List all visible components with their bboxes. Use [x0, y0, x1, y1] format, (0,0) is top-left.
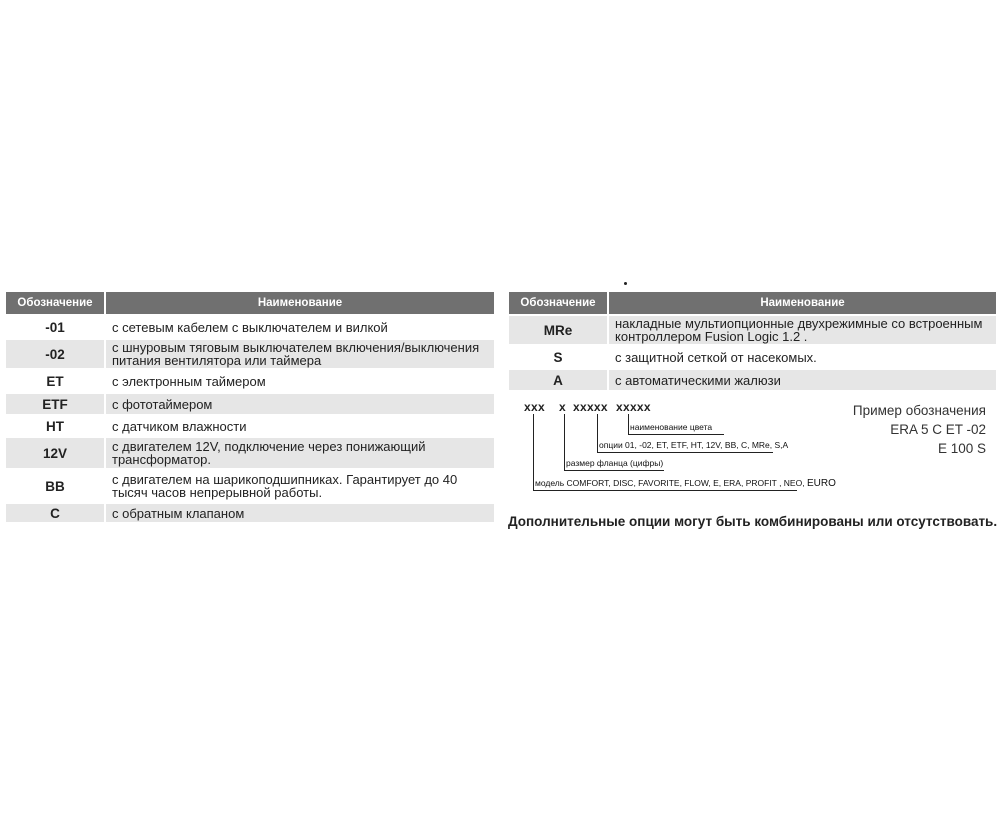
table-row [6, 468, 494, 502]
connector-model [533, 414, 534, 490]
underline-color [628, 434, 724, 435]
example-title: Пример обозначения [852, 403, 986, 418]
option-desc: с датчиком влажности [106, 414, 494, 436]
label-color: наименование цвета [630, 422, 713, 432]
label-options: опции 01, -02, ET, ETF, HT, 12V, BB, C, MRe, S,A [599, 440, 789, 450]
table-row [509, 368, 996, 390]
option-code: S [509, 344, 609, 368]
connector-flange [564, 414, 565, 470]
table-row [6, 392, 494, 414]
code-segment-color: xxxxx [616, 400, 651, 414]
connector-color [628, 414, 629, 434]
table-row [509, 314, 996, 344]
options-table-left [6, 292, 494, 522]
underline-model [533, 490, 797, 491]
example-line: ERA 5 C ET -02 [890, 422, 986, 437]
underline-options [597, 452, 773, 453]
header-designation: Обозначение [509, 292, 609, 314]
option-desc: с электронным таймером [106, 368, 494, 392]
option-code: -02 [6, 338, 106, 368]
designation-example [853, 401, 986, 458]
option-code: A [509, 368, 609, 390]
option-code: -01 [6, 314, 106, 338]
header-name: Наименование [609, 292, 996, 314]
option-desc: накладные мультиопционные двухрежимные со встроенным контроллером Fusion Logic 1.2 . [609, 314, 996, 344]
option-code: 12V [6, 436, 106, 468]
label-flange: размер фланца (цифры) [566, 458, 664, 468]
footnote: Дополнительные опции могут быть комбинированы или отсутствовать. [508, 514, 998, 529]
table-row [6, 314, 494, 338]
label-model-euro: EURO [806, 478, 836, 489]
option-code: HT [6, 414, 106, 436]
designation-code-diagram [520, 396, 836, 496]
example-line: E 100 S [937, 441, 986, 456]
option-code: MRe [509, 314, 609, 344]
option-code: ET [6, 368, 106, 392]
option-desc: с фототаймером [106, 392, 494, 414]
table-row [6, 368, 494, 392]
option-desc: с двигателем 12V, подключение через понижающий трансформатор. [106, 436, 494, 468]
option-desc: с автоматическими жалюзи [609, 368, 996, 390]
table-row [6, 414, 494, 436]
header-name: Наименование [106, 292, 494, 314]
option-code: C [6, 502, 106, 522]
option-code: BB [6, 468, 106, 502]
label-model-list: модель COMFORT, DISC, FAVORITE, FLOW, E, ERA, PROFIT , NEO, [535, 478, 805, 488]
code-segment-flange: x [559, 400, 566, 414]
option-code: ETF [6, 392, 106, 414]
options-table-right [509, 292, 996, 390]
table-row [6, 436, 494, 468]
table-row [6, 502, 494, 522]
stray-dot [624, 282, 627, 285]
table-row [509, 344, 996, 368]
label-model [535, 478, 836, 489]
code-segment-options: xxxxx [573, 400, 608, 414]
code-segment-model: xxx [524, 400, 545, 414]
header-designation: Обозначение [6, 292, 106, 314]
table-row [6, 338, 494, 368]
option-desc: с защитной сеткой от насекомых. [609, 344, 996, 368]
option-desc: с сетевым кабелем с выключателем и вилкой [106, 314, 494, 338]
underline-flange [564, 470, 664, 471]
option-desc: с двигателем на шарикоподшипниках. Гарантирует до 40 тысяч часов непрерывной работы. [106, 468, 494, 502]
connector-options [597, 414, 598, 452]
option-desc: с обратным клапаном [106, 502, 494, 522]
option-desc: с шнуровым тяговым выключателем включения/выключения питания вентилятора или таймера [106, 338, 494, 368]
